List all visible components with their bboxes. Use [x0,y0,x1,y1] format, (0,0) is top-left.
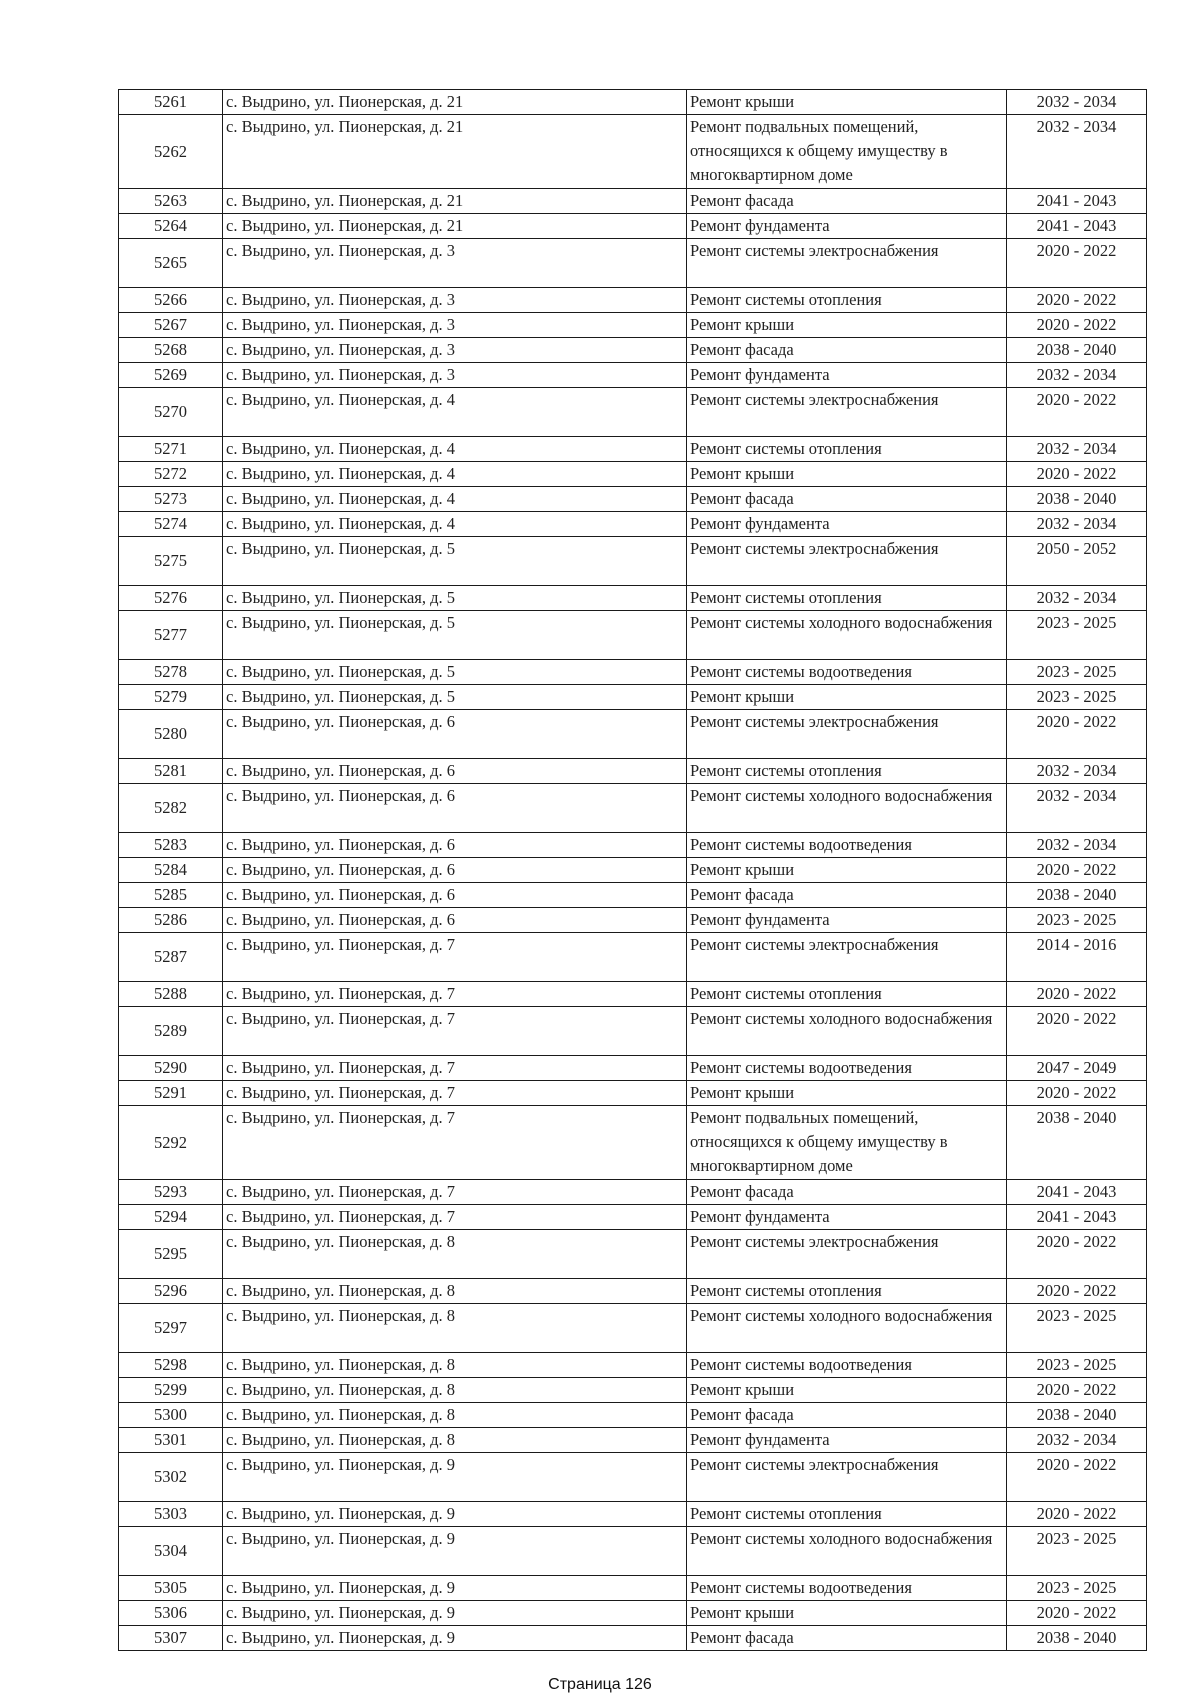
table-row [119,288,1147,313]
table-row [119,586,1147,611]
row-number-cell: 5281 [119,759,223,784]
row-number-cell: 5302 [119,1453,223,1502]
table-row [119,710,1147,759]
row-number-cell: 5296 [119,1279,223,1304]
work-type-cell: Ремонт системы водоотведения [687,1353,1007,1378]
years-cell: 2020 - 2022 [1007,1378,1147,1403]
address-cell: с. Выдрино, ул. Пионерская, д. 3 [223,288,687,313]
row-number-cell: 5292 [119,1106,223,1180]
years-cell: 2032 - 2034 [1007,512,1147,537]
work-type-cell: Ремонт системы водоотведения [687,1056,1007,1081]
address-cell: с. Выдрино, ул. Пионерская, д. 7 [223,1180,687,1205]
row-number-cell: 5282 [119,784,223,833]
address-cell: с. Выдрино, ул. Пионерская, д. 9 [223,1601,687,1626]
address-cell: с. Выдрино, ул. Пионерская, д. 9 [223,1576,687,1601]
row-number-cell: 5306 [119,1601,223,1626]
years-cell: 2041 - 2043 [1007,1205,1147,1230]
table-row [119,784,1147,833]
table-row [119,1056,1147,1081]
address-cell: с. Выдрино, ул. Пионерская, д. 8 [223,1230,687,1279]
work-type-cell: Ремонт системы электроснабжения [687,933,1007,982]
table-row [119,660,1147,685]
work-type-cell: Ремонт фундамента [687,512,1007,537]
years-cell: 2041 - 2043 [1007,1180,1147,1205]
address-cell: с. Выдрино, ул. Пионерская, д. 5 [223,660,687,685]
work-type-cell: Ремонт системы холодного водоснабжения [687,784,1007,833]
work-type-cell: Ремонт системы холодного водоснабжения [687,611,1007,660]
table-row [119,1403,1147,1428]
row-number-cell: 5267 [119,313,223,338]
table-row [119,1626,1147,1651]
row-number-cell: 5304 [119,1527,223,1576]
address-cell: с. Выдрино, ул. Пионерская, д. 8 [223,1279,687,1304]
years-cell: 2032 - 2034 [1007,1428,1147,1453]
years-cell: 2023 - 2025 [1007,685,1147,710]
row-number-cell: 5291 [119,1081,223,1106]
address-cell: с. Выдрино, ул. Пионерская, д. 4 [223,512,687,537]
address-cell: с. Выдрино, ул. Пионерская, д. 7 [223,1007,687,1056]
row-number-cell: 5276 [119,586,223,611]
work-type-cell: Ремонт системы отопления [687,1279,1007,1304]
years-cell: 2020 - 2022 [1007,288,1147,313]
table-row [119,1576,1147,1601]
table-row [119,90,1147,115]
table-row [119,437,1147,462]
years-cell: 2032 - 2034 [1007,363,1147,388]
row-number-cell: 5272 [119,462,223,487]
table-row [119,1353,1147,1378]
address-cell: с. Выдрино, ул. Пионерская, д. 6 [223,833,687,858]
years-cell: 2032 - 2034 [1007,833,1147,858]
table-row [119,1180,1147,1205]
work-type-cell: Ремонт крыши [687,1378,1007,1403]
row-number-cell: 5290 [119,1056,223,1081]
row-number-cell: 5307 [119,1626,223,1651]
row-number-cell: 5285 [119,883,223,908]
work-type-cell: Ремонт системы водоотведения [687,660,1007,685]
row-number-cell: 5288 [119,982,223,1007]
address-cell: с. Выдрино, ул. Пионерская, д. 7 [223,933,687,982]
work-type-cell: Ремонт фундамента [687,1428,1007,1453]
address-cell: с. Выдрино, ул. Пионерская, д. 8 [223,1403,687,1428]
table-row [119,214,1147,239]
address-cell: с. Выдрино, ул. Пионерская, д. 7 [223,1056,687,1081]
work-type-cell: Ремонт крыши [687,313,1007,338]
table-row [119,1502,1147,1527]
table-body [119,90,1147,1651]
row-number-cell: 5275 [119,537,223,586]
years-cell: 2020 - 2022 [1007,462,1147,487]
address-cell: с. Выдрино, ул. Пионерская, д. 7 [223,1205,687,1230]
table-row [119,833,1147,858]
table-row [119,1601,1147,1626]
address-cell: с. Выдрино, ул. Пионерская, д. 6 [223,883,687,908]
row-number-cell: 5270 [119,388,223,437]
years-cell: 2023 - 2025 [1007,908,1147,933]
work-type-cell: Ремонт фасада [687,487,1007,512]
row-number-cell: 5300 [119,1403,223,1428]
work-type-cell: Ремонт фундамента [687,214,1007,239]
years-cell: 2023 - 2025 [1007,1527,1147,1576]
row-number-cell: 5301 [119,1428,223,1453]
address-cell: с. Выдрино, ул. Пионерская, д. 8 [223,1428,687,1453]
row-number-cell: 5266 [119,288,223,313]
row-number-cell: 5284 [119,858,223,883]
work-type-cell: Ремонт системы холодного водоснабжения [687,1007,1007,1056]
years-cell: 2038 - 2040 [1007,487,1147,512]
years-cell: 2020 - 2022 [1007,1601,1147,1626]
table-row [119,338,1147,363]
table-row [119,1453,1147,1502]
table-row [119,759,1147,784]
years-cell: 2041 - 2043 [1007,214,1147,239]
row-number-cell: 5295 [119,1230,223,1279]
address-cell: с. Выдрино, ул. Пионерская, д. 6 [223,710,687,759]
row-number-cell: 5268 [119,338,223,363]
years-cell: 2023 - 2025 [1007,1353,1147,1378]
work-type-cell: Ремонт фасада [687,1180,1007,1205]
page-number: Страница 126 [548,1676,652,1693]
years-cell: 2020 - 2022 [1007,313,1147,338]
table-row [119,115,1147,189]
work-type-cell: Ремонт системы холодного водоснабжения [687,1304,1007,1353]
table-row [119,1527,1147,1576]
work-type-cell: Ремонт фасада [687,189,1007,214]
row-number-cell: 5274 [119,512,223,537]
table-row [119,1279,1147,1304]
table-row [119,388,1147,437]
address-cell: с. Выдрино, ул. Пионерская, д. 4 [223,388,687,437]
address-cell: с. Выдрино, ул. Пионерская, д. 6 [223,784,687,833]
table-row [119,858,1147,883]
years-cell: 2038 - 2040 [1007,338,1147,363]
address-cell: с. Выдрино, ул. Пионерская, д. 9 [223,1626,687,1651]
address-cell: с. Выдрино, ул. Пионерская, д. 4 [223,437,687,462]
years-cell: 2023 - 2025 [1007,1304,1147,1353]
row-number-cell: 5279 [119,685,223,710]
address-cell: с. Выдрино, ул. Пионерская, д. 4 [223,462,687,487]
work-type-cell: Ремонт крыши [687,685,1007,710]
address-cell: с. Выдрино, ул. Пионерская, д. 4 [223,487,687,512]
years-cell: 2020 - 2022 [1007,239,1147,288]
address-cell: с. Выдрино, ул. Пионерская, д. 21 [223,214,687,239]
years-cell: 2050 - 2052 [1007,537,1147,586]
address-cell: с. Выдрино, ул. Пионерская, д. 6 [223,908,687,933]
years-cell: 2020 - 2022 [1007,1007,1147,1056]
row-number-cell: 5264 [119,214,223,239]
row-number-cell: 5287 [119,933,223,982]
address-cell: с. Выдрино, ул. Пионерская, д. 6 [223,759,687,784]
table-row [119,239,1147,288]
address-cell: с. Выдрино, ул. Пионерская, д. 9 [223,1527,687,1576]
work-type-cell: Ремонт фундамента [687,363,1007,388]
work-type-cell: Ремонт системы электроснабжения [687,1453,1007,1502]
work-type-cell: Ремонт фасада [687,1403,1007,1428]
work-type-cell: Ремонт фундамента [687,908,1007,933]
address-cell: с. Выдрино, ул. Пионерская, д. 21 [223,90,687,115]
address-cell: с. Выдрино, ул. Пионерская, д. 3 [223,363,687,388]
years-cell: 2032 - 2034 [1007,784,1147,833]
years-cell: 2020 - 2022 [1007,858,1147,883]
years-cell: 2020 - 2022 [1007,1502,1147,1527]
work-type-cell: Ремонт фундамента [687,1205,1007,1230]
address-cell: с. Выдрино, ул. Пионерская, д. 8 [223,1353,687,1378]
work-type-cell: Ремонт крыши [687,1081,1007,1106]
work-type-cell: Ремонт крыши [687,462,1007,487]
address-cell: с. Выдрино, ул. Пионерская, д. 6 [223,858,687,883]
table-row [119,1230,1147,1279]
address-cell: с. Выдрино, ул. Пионерская, д. 3 [223,239,687,288]
table-row [119,512,1147,537]
row-number-cell: 5286 [119,908,223,933]
address-cell: с. Выдрино, ул. Пионерская, д. 7 [223,1106,687,1180]
row-number-cell: 5299 [119,1378,223,1403]
work-type-cell: Ремонт системы электроснабжения [687,1230,1007,1279]
table-row [119,363,1147,388]
row-number-cell: 5303 [119,1502,223,1527]
years-cell: 2020 - 2022 [1007,1230,1147,1279]
work-type-cell: Ремонт крыши [687,858,1007,883]
row-number-cell: 5305 [119,1576,223,1601]
repair-schedule-table [118,89,1147,1651]
work-type-cell: Ремонт системы холодного водоснабжения [687,1527,1007,1576]
table-row [119,982,1147,1007]
work-type-cell: Ремонт системы электроснабжения [687,537,1007,586]
row-number-cell: 5280 [119,710,223,759]
table-row [119,1378,1147,1403]
address-cell: с. Выдрино, ул. Пионерская, д. 8 [223,1304,687,1353]
address-cell: с. Выдрино, ул. Пионерская, д. 5 [223,685,687,710]
years-cell: 2032 - 2034 [1007,586,1147,611]
table-row [119,883,1147,908]
work-type-cell: Ремонт системы отопления [687,288,1007,313]
table-row [119,1304,1147,1353]
row-number-cell: 5298 [119,1353,223,1378]
row-number-cell: 5269 [119,363,223,388]
work-type-cell: Ремонт системы отопления [687,1502,1007,1527]
table-row [119,189,1147,214]
years-cell: 2020 - 2022 [1007,982,1147,1007]
row-number-cell: 5297 [119,1304,223,1353]
address-cell: с. Выдрино, ул. Пионерская, д. 21 [223,189,687,214]
work-type-cell: Ремонт системы водоотведения [687,833,1007,858]
years-cell: 2032 - 2034 [1007,90,1147,115]
work-type-cell: Ремонт системы электроснабжения [687,710,1007,759]
years-cell: 2023 - 2025 [1007,660,1147,685]
table-row [119,313,1147,338]
years-cell: 2020 - 2022 [1007,710,1147,759]
years-cell: 2038 - 2040 [1007,1106,1147,1180]
years-cell: 2020 - 2022 [1007,1279,1147,1304]
table-row [119,487,1147,512]
work-type-cell: Ремонт системы электроснабжения [687,239,1007,288]
work-type-cell: Ремонт подвальных помещений, относящихся к общему имуществу в многоквартирном доме [687,115,1007,189]
years-cell: 2032 - 2034 [1007,115,1147,189]
years-cell: 2032 - 2034 [1007,759,1147,784]
work-type-cell: Ремонт системы отопления [687,982,1007,1007]
work-type-cell: Ремонт системы электроснабжения [687,388,1007,437]
row-number-cell: 5261 [119,90,223,115]
table-row [119,685,1147,710]
work-type-cell: Ремонт крыши [687,1601,1007,1626]
row-number-cell: 5265 [119,239,223,288]
address-cell: с. Выдрино, ул. Пионерская, д. 9 [223,1502,687,1527]
address-cell: с. Выдрино, ул. Пионерская, д. 7 [223,982,687,1007]
years-cell: 2032 - 2034 [1007,437,1147,462]
table-row [119,462,1147,487]
table-row [119,1205,1147,1230]
row-number-cell: 5283 [119,833,223,858]
row-number-cell: 5289 [119,1007,223,1056]
table-row [119,908,1147,933]
address-cell: с. Выдрино, ул. Пионерская, д. 3 [223,338,687,363]
years-cell: 2014 - 2016 [1007,933,1147,982]
years-cell: 2038 - 2040 [1007,1403,1147,1428]
work-type-cell: Ремонт крыши [687,90,1007,115]
address-cell: с. Выдрино, ул. Пионерская, д. 5 [223,537,687,586]
years-cell: 2038 - 2040 [1007,883,1147,908]
work-type-cell: Ремонт системы отопления [687,437,1007,462]
years-cell: 2020 - 2022 [1007,388,1147,437]
table-row [119,537,1147,586]
address-cell: с. Выдрино, ул. Пионерская, д. 5 [223,586,687,611]
years-cell: 2038 - 2040 [1007,1626,1147,1651]
row-number-cell: 5262 [119,115,223,189]
row-number-cell: 5271 [119,437,223,462]
row-number-cell: 5263 [119,189,223,214]
row-number-cell: 5278 [119,660,223,685]
years-cell: 2047 - 2049 [1007,1056,1147,1081]
row-number-cell: 5273 [119,487,223,512]
row-number-cell: 5294 [119,1205,223,1230]
address-cell: с. Выдрино, ул. Пионерская, д. 7 [223,1081,687,1106]
address-cell: с. Выдрино, ул. Пионерская, д. 8 [223,1378,687,1403]
address-cell: с. Выдрино, ул. Пионерская, д. 9 [223,1453,687,1502]
address-cell: с. Выдрино, ул. Пионерская, д. 5 [223,611,687,660]
work-type-cell: Ремонт системы отопления [687,586,1007,611]
table-row [119,1106,1147,1180]
work-type-cell: Ремонт фасада [687,1626,1007,1651]
years-cell: 2041 - 2043 [1007,189,1147,214]
work-type-cell: Ремонт фасада [687,883,1007,908]
work-type-cell: Ремонт системы отопления [687,759,1007,784]
work-type-cell: Ремонт фасада [687,338,1007,363]
work-type-cell: Ремонт системы водоотведения [687,1576,1007,1601]
years-cell: 2020 - 2022 [1007,1081,1147,1106]
years-cell: 2023 - 2025 [1007,611,1147,660]
row-number-cell: 5277 [119,611,223,660]
table-row [119,1007,1147,1056]
table-row [119,933,1147,982]
years-cell: 2023 - 2025 [1007,1576,1147,1601]
years-cell: 2020 - 2022 [1007,1453,1147,1502]
table-row [119,1081,1147,1106]
table-row [119,1428,1147,1453]
row-number-cell: 5293 [119,1180,223,1205]
address-cell: с. Выдрино, ул. Пионерская, д. 21 [223,115,687,189]
table-row [119,611,1147,660]
work-type-cell: Ремонт подвальных помещений, относящихся к общему имуществу в многоквартирном доме [687,1106,1007,1180]
address-cell: с. Выдрино, ул. Пионерская, д. 3 [223,313,687,338]
